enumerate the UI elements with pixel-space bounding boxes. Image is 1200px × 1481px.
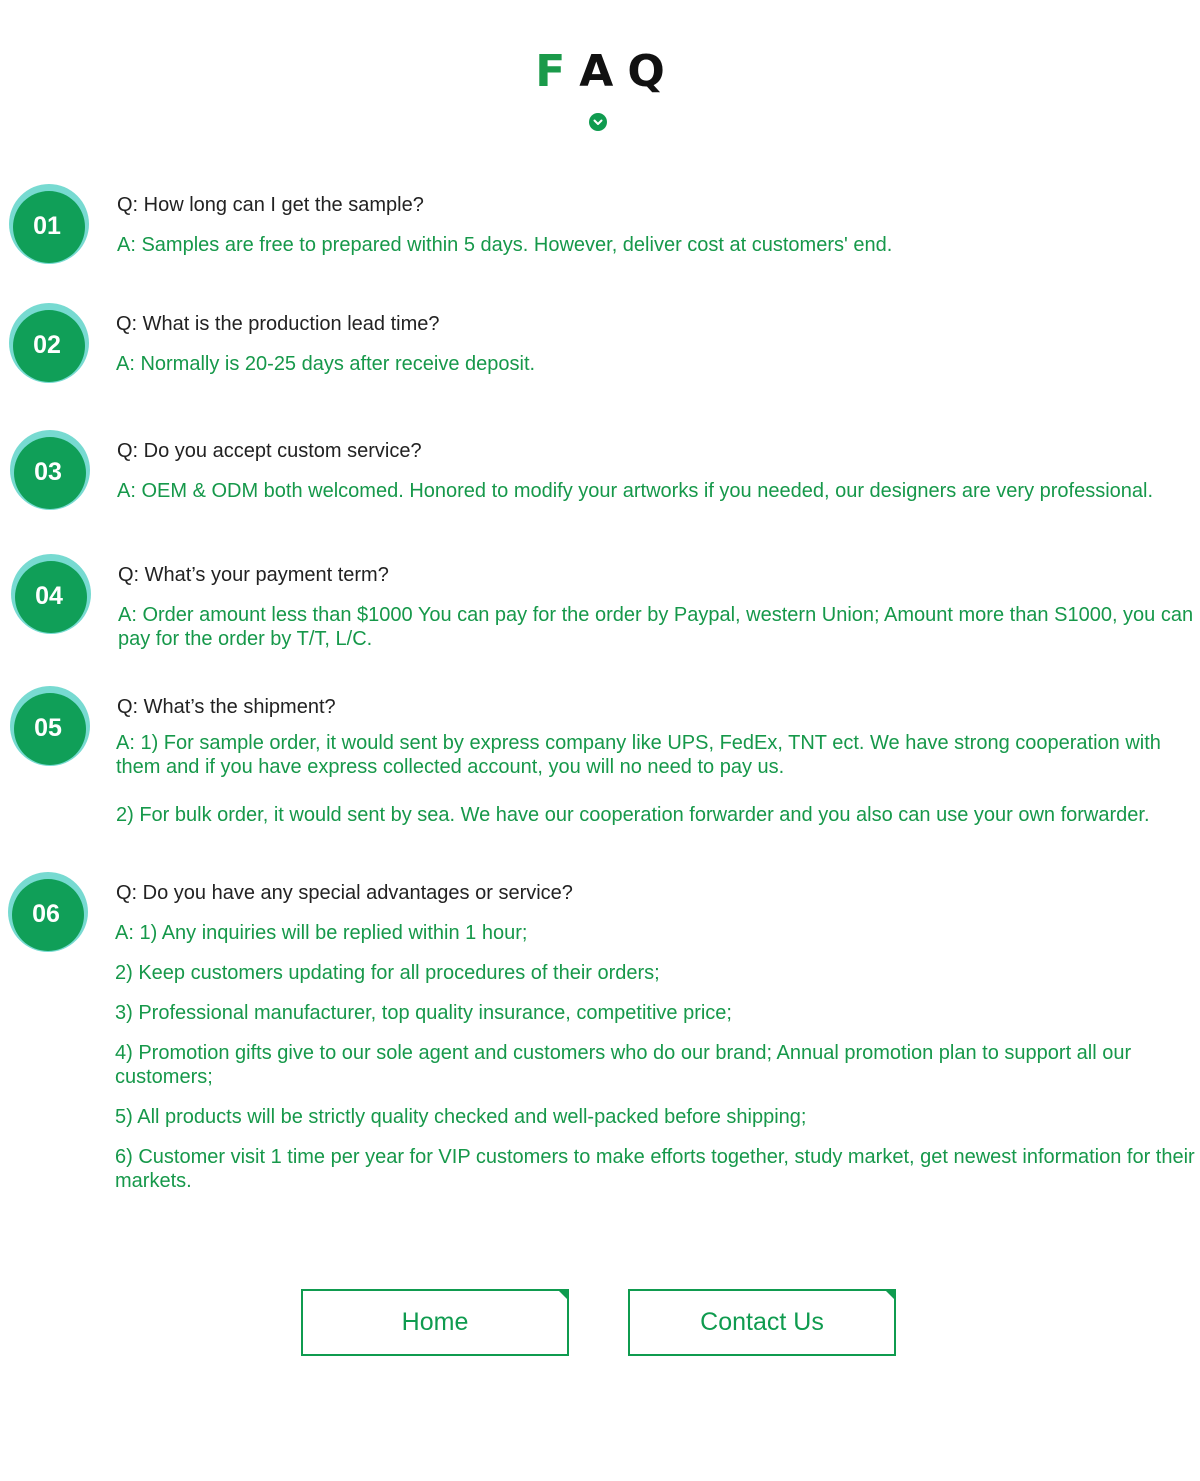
faq-question: Q: Do you have any special advantages or service? xyxy=(116,882,573,904)
faq-question: Q: What is the production lead time? xyxy=(116,313,440,335)
title-letter-q: Q xyxy=(627,46,665,97)
faq-answer: 5) All products will be strictly quality checked and well-packed before shipping; xyxy=(115,1106,807,1128)
title-letter-a: A xyxy=(579,46,614,97)
faq-answer: A: 1) For sample order, it would sent by express company like UPS, FedEx, TNT ect. We have strong cooperation with them and if you have express collected account, you will no need to pay us. xyxy=(116,732,1161,778)
faq-question: Q: How long can I get the sample? xyxy=(117,194,424,216)
faq-question: Q: What’s your payment term? xyxy=(118,564,389,586)
faq-answer: 4) Promotion gifts give to our sole agent and customers who do our brand; Annual promotion plan to support all our customers; xyxy=(115,1042,1132,1088)
faq-answer: A: Normally is 20-25 days after receive deposit. xyxy=(116,353,536,375)
number-badge xyxy=(3,184,93,270)
faq-answer: A: Samples are free to prepared within 5 days. However, deliver cost at customers' end. xyxy=(117,234,893,256)
faq-question: Q: What’s the shipment? xyxy=(117,696,336,718)
faq-question: Q: Do you accept custom service? xyxy=(117,440,422,462)
badge-number: 01 xyxy=(33,212,61,240)
home-button-label: Home xyxy=(401,1308,469,1336)
contact-us-button-label: Contact Us xyxy=(700,1308,824,1336)
title-letter-f: F xyxy=(535,46,566,97)
number-badge xyxy=(4,686,94,772)
number-badge xyxy=(4,430,94,516)
badge-number: 05 xyxy=(34,714,62,742)
page-title xyxy=(0,44,1200,100)
faq-answer: 6) Customer visit 1 time per year for VIP customers to make efforts together, study market, get newest information for their markets. xyxy=(115,1146,1195,1192)
faq-answer: A: Order amount less than $1000 You can pay for the order by Paypal, western Union; Amount more than S1000, you can pay for the order by T/T, L/C. xyxy=(118,604,1194,650)
corner-accent xyxy=(557,1289,569,1301)
badge-number: 06 xyxy=(32,900,60,928)
faq-answer: 3) Professional manufacturer, top quality insurance, competitive price; xyxy=(115,1002,732,1024)
number-badge xyxy=(3,303,93,389)
faq-answer: A: 1) Any inquiries will be replied within 1 hour; xyxy=(115,922,528,944)
badge-number: 04 xyxy=(35,582,63,610)
number-badge xyxy=(5,554,95,640)
chevron-down-icon[interactable] xyxy=(589,113,607,131)
home-button[interactable] xyxy=(301,1289,569,1356)
faq-answer: 2) For bulk order, it would sent by sea. We have our cooperation forwarder and you also can use your own forwarder. xyxy=(116,804,1150,826)
faq-answer: A: OEM & ODM both welcomed. Honored to modify your artworks if you needed, our designers are very professional. xyxy=(117,480,1154,502)
badge-number: 02 xyxy=(33,331,61,359)
number-badge xyxy=(2,872,92,958)
badge-number: 03 xyxy=(34,458,62,486)
contact-us-button[interactable] xyxy=(628,1289,896,1356)
corner-accent xyxy=(884,1289,896,1301)
faq-answer: 2) Keep customers updating for all procedures of their orders; xyxy=(115,962,660,984)
